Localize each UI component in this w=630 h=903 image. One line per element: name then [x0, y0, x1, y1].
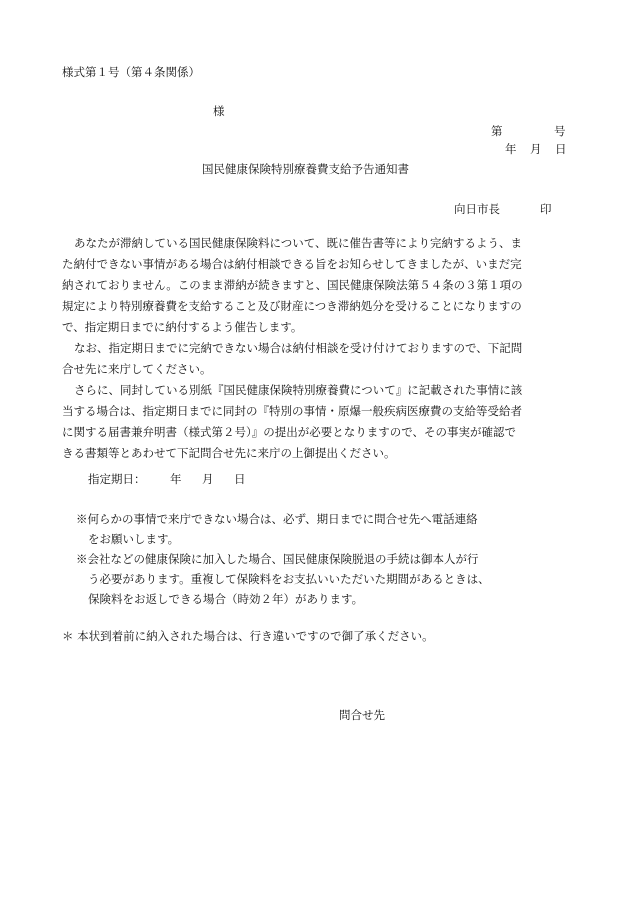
- sender-seal: 印: [540, 202, 552, 216]
- paragraph1-line5: で、指定期日までに納付するよう催告します。: [62, 320, 303, 334]
- contact-label: 問合せ先: [339, 708, 385, 722]
- form-number: 様式第１号（第４条関係）: [62, 65, 200, 79]
- paragraph3-line4: きる書類等とあわせて下記問合せ先に来庁の上御提出ください。: [62, 446, 396, 460]
- footnote: ＊ 本状到着前に納入された場合は、行き違いですので御了承ください。: [62, 629, 434, 643]
- sender-name: 向日市長: [454, 202, 500, 216]
- note2-line1: ※会社などの健康保険に加入した場合、国民健康保険脱退の手続は御本人が行: [76, 552, 479, 566]
- paragraph1-line1: あなたが滞納している国民健康保険料について、既に催告書等により完納するよう、ま: [74, 236, 523, 250]
- doc-number-suffix: 号: [554, 124, 566, 138]
- paragraph1-line2: た納付できない事情がある場合は納付相談できる旨をお知らせしてきましたが、いまだ完: [62, 257, 522, 271]
- date-month: 月: [530, 142, 542, 156]
- paragraph3-line2: 当する場合は、指定期日までに同封の『特別の事情・原爆一般疾病医療費の支給等受給者: [62, 404, 522, 418]
- document-title: 国民健康保険特別療養費支給予告通知書: [202, 162, 409, 176]
- deadline-day: 日: [234, 472, 246, 486]
- note2-line2: う必要があります。重複して保険料をお支払いいただいた期間があるときは、: [88, 572, 490, 586]
- date-year: 年: [505, 142, 517, 156]
- deadline-month: 月: [202, 472, 214, 486]
- addressee-suffix: 様: [213, 104, 225, 118]
- date-day: 日: [555, 142, 567, 156]
- note2-line3: 保険料をお返しできる場合（時効２年）があります。: [88, 592, 364, 606]
- paragraph3-line1: さらに、同封している別紙『国民健康保険特別療養費について』に記載された事情に該: [74, 383, 523, 397]
- paragraph2-line1: なお、指定期日までに完納できない場合は納付相談を受け付けておりますので、下記問: [74, 341, 523, 355]
- deadline-year: 年: [170, 472, 182, 486]
- deadline-label: 指定期日：: [88, 472, 146, 486]
- paragraph1-line3: 納されておりません。このまま滞納が続きますと、国民健康保険法第５４条の３第１項の: [62, 278, 523, 292]
- note1-line1: ※何らかの事情で来庁できない場合は、必ず、期日までに問合せ先へ電話連絡: [76, 512, 478, 526]
- doc-number-prefix: 第: [491, 124, 503, 138]
- note1-line2: をお願いします。: [88, 532, 180, 546]
- paragraph3-line3: に関する届書兼弁明書（様式第２号）』の提出が必要となりますので、その事実が確認で: [62, 425, 517, 439]
- paragraph2-line2: 合せ先に来庁してください。: [62, 362, 212, 376]
- paragraph1-line4: 規定により特別療養費を支給すること及び財産につき滞納処分を受けることになりますの: [62, 299, 522, 313]
